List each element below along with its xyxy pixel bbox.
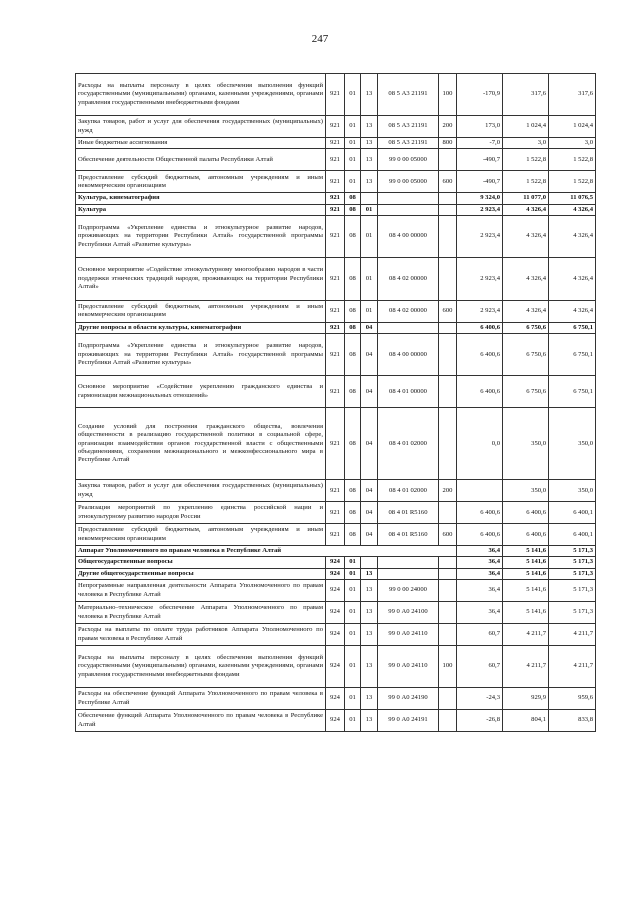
target-article-cell bbox=[378, 568, 439, 579]
section-code-cell: 01 bbox=[345, 624, 361, 646]
expense-type-cell: 100 bbox=[439, 646, 457, 688]
table-row bbox=[76, 557, 596, 568]
subsection-code-cell: 13 bbox=[361, 602, 378, 624]
expense-type-cell: 600 bbox=[439, 171, 457, 193]
amount-year1-cell: 6 750,6 bbox=[503, 376, 549, 408]
amount-year1-cell: 317,6 bbox=[503, 74, 549, 116]
amount-year1-cell: 4 211,7 bbox=[503, 646, 549, 688]
expense-type-cell bbox=[439, 376, 457, 408]
amount-change-cell: -170,9 bbox=[457, 74, 503, 116]
table-row bbox=[76, 257, 596, 300]
section-code-cell: 08 bbox=[345, 502, 361, 524]
amount-change-cell: 2 923,4 bbox=[457, 257, 503, 300]
row-name-cell: Расходы на выплаты персоналу в целях обеспечения выполнения функций государственными (муниципальными) органами, казенными учреждениями, органами управления государственными внебюджетными фондами bbox=[76, 74, 326, 116]
admin-code-cell: 921 bbox=[326, 74, 345, 116]
table-row bbox=[76, 204, 596, 215]
amount-year1-cell: 804,1 bbox=[503, 710, 549, 732]
section-code-cell: 01 bbox=[345, 710, 361, 732]
amount-change-cell: -26,8 bbox=[457, 710, 503, 732]
row-name-cell: Создание условий для построения гражданского общества, вовлечения общественности в реализацию государственной политики в социальной сфере, организации взаимодействия органов государственной власти с общественными объединениями, сохранения межнационального и межконфессионального мира в Республике Алтай bbox=[76, 408, 326, 480]
expense-type-cell: 100 bbox=[439, 74, 457, 116]
amount-year1-cell: 4 326,4 bbox=[503, 204, 549, 215]
target-article-cell: 99 0 А0 24190 bbox=[378, 688, 439, 710]
amount-year2-cell: 350,0 bbox=[549, 480, 596, 502]
expense-type-cell: 600 bbox=[439, 300, 457, 322]
admin-code-cell: 924 bbox=[326, 646, 345, 688]
amount-year1-cell: 6 750,6 bbox=[503, 334, 549, 376]
admin-code-cell: 921 bbox=[326, 322, 345, 333]
row-name-cell: Другие общегосударственные вопросы bbox=[76, 568, 326, 579]
section-code-cell: 01 bbox=[345, 171, 361, 193]
expense-type-cell bbox=[439, 215, 457, 257]
table-row bbox=[76, 74, 596, 116]
expense-type-cell: 200 bbox=[439, 480, 457, 502]
amount-year2-cell: 317,6 bbox=[549, 74, 596, 116]
expense-type-cell bbox=[439, 580, 457, 602]
table-row bbox=[76, 580, 596, 602]
subsection-code-cell: 13 bbox=[361, 116, 378, 138]
admin-code-cell: 924 bbox=[326, 688, 345, 710]
section-code-cell: 01 bbox=[345, 116, 361, 138]
amount-year2-cell: 4 326,4 bbox=[549, 300, 596, 322]
target-article-cell bbox=[378, 193, 439, 204]
target-article-cell bbox=[378, 204, 439, 215]
table-row bbox=[76, 334, 596, 376]
section-code-cell: 08 bbox=[345, 376, 361, 408]
table-row bbox=[76, 480, 596, 502]
admin-code-cell: 921 bbox=[326, 116, 345, 138]
amount-year2-cell: 11 076,5 bbox=[549, 193, 596, 204]
expense-type-cell bbox=[439, 322, 457, 333]
expense-type-cell bbox=[439, 149, 457, 171]
expense-type-cell bbox=[439, 568, 457, 579]
amount-change-cell: 36,4 bbox=[457, 580, 503, 602]
row-name-cell: Закупка товаров, работ и услуг для обеспечения государственных (муниципальных) нужд bbox=[76, 116, 326, 138]
target-article-cell: 08 4 01 R5160 bbox=[378, 502, 439, 524]
table-row bbox=[76, 568, 596, 579]
amount-year2-cell: 5 171,3 bbox=[549, 568, 596, 579]
section-code-cell: 08 bbox=[345, 300, 361, 322]
table-row bbox=[76, 171, 596, 193]
section-code-cell: 01 bbox=[345, 138, 361, 149]
admin-code-cell: 921 bbox=[326, 149, 345, 171]
amount-change-cell: 9 324,0 bbox=[457, 193, 503, 204]
section-code-cell: 01 bbox=[345, 74, 361, 116]
amount-year2-cell: 6 750,1 bbox=[549, 376, 596, 408]
table-row bbox=[76, 408, 596, 480]
table-row bbox=[76, 215, 596, 257]
expense-type-cell bbox=[439, 710, 457, 732]
row-name-cell: Основное мероприятие «Содействие этнокультурному многообразию народов в части поддержки этнических традиций народов, проживающих на территории Республики Алтай» bbox=[76, 257, 326, 300]
row-name-cell: Обеспечение деятельности Общественной палаты Республики Алтай bbox=[76, 149, 326, 171]
amount-year2-cell: 4 326,4 bbox=[549, 215, 596, 257]
section-code-cell: 01 bbox=[345, 646, 361, 688]
admin-code-cell: 921 bbox=[326, 334, 345, 376]
section-code-cell: 01 bbox=[345, 557, 361, 568]
amount-year2-cell: 6 400,1 bbox=[549, 502, 596, 524]
row-name-cell: Непрограммные направленная деятельности Аппарата Уполномоченного по правам человека в Республике Алтай bbox=[76, 580, 326, 602]
row-name-cell: Расходы на выплаты по оплате труда работников Аппарата Уполномоченного по правам человека в Республике Алтай bbox=[76, 624, 326, 646]
row-name-cell: Предоставление субсидий бюджетным, автономным учреждениям и иным некоммерческим организациям bbox=[76, 524, 326, 546]
table-row bbox=[76, 646, 596, 688]
row-name-cell: Иные бюджетные ассигнования bbox=[76, 138, 326, 149]
amount-year1-cell: 3,0 bbox=[503, 138, 549, 149]
target-article-cell: 08 4 02 00000 bbox=[378, 257, 439, 300]
target-article-cell: 08 4 01 00000 bbox=[378, 376, 439, 408]
expense-type-cell bbox=[439, 334, 457, 376]
table-row bbox=[76, 546, 596, 557]
amount-year2-cell: 5 171,3 bbox=[549, 546, 596, 557]
amount-year2-cell: 5 171,3 bbox=[549, 580, 596, 602]
amount-change-cell: -490,7 bbox=[457, 171, 503, 193]
amount-change-cell: 0,0 bbox=[457, 408, 503, 480]
amount-change-cell: 6 400,6 bbox=[457, 334, 503, 376]
admin-code-cell: 924 bbox=[326, 602, 345, 624]
amount-year2-cell: 3,0 bbox=[549, 138, 596, 149]
amount-change-cell: 2 923,4 bbox=[457, 300, 503, 322]
amount-year2-cell: 6 400,1 bbox=[549, 524, 596, 546]
table-row bbox=[76, 149, 596, 171]
expense-type-cell bbox=[439, 688, 457, 710]
amount-year2-cell: 1 522,8 bbox=[549, 171, 596, 193]
amount-year2-cell: 4 326,4 bbox=[549, 257, 596, 300]
amount-year1-cell: 5 141,6 bbox=[503, 568, 549, 579]
target-article-cell: 99 0 А0 24110 bbox=[378, 646, 439, 688]
row-name-cell: Общегосударственные вопросы bbox=[76, 557, 326, 568]
row-name-cell: Подпрограмма «Укрепление единства и этнокультурное развитие народов, проживающих на территории Республики Алтай» государственной программы Республики Алтай «Развитие культуры» bbox=[76, 334, 326, 376]
amount-year2-cell: 6 750,1 bbox=[549, 322, 596, 333]
amount-year2-cell: 5 171,3 bbox=[549, 557, 596, 568]
section-code-cell: 08 bbox=[345, 204, 361, 215]
admin-code-cell: 921 bbox=[326, 204, 345, 215]
amount-year1-cell: 5 141,6 bbox=[503, 546, 549, 557]
expense-type-cell: 800 bbox=[439, 138, 457, 149]
subsection-code-cell bbox=[361, 557, 378, 568]
subsection-code-cell: 01 bbox=[361, 300, 378, 322]
table-row bbox=[76, 376, 596, 408]
subsection-code-cell: 13 bbox=[361, 624, 378, 646]
amount-change-cell: -490,7 bbox=[457, 149, 503, 171]
amount-year2-cell: 833,8 bbox=[549, 710, 596, 732]
target-article-cell: 99 0 А0 24110 bbox=[378, 624, 439, 646]
admin-code-cell: 921 bbox=[326, 376, 345, 408]
amount-change-cell: 36,4 bbox=[457, 546, 503, 557]
table-row bbox=[76, 193, 596, 204]
row-name-cell: Предоставление субсидий бюджетным, автономным учреждениям и иным некоммерческим организациям bbox=[76, 300, 326, 322]
amount-year1-cell: 4 211,7 bbox=[503, 624, 549, 646]
expense-type-cell bbox=[439, 502, 457, 524]
section-code-cell: 08 bbox=[345, 193, 361, 204]
section-code-cell: 01 bbox=[345, 568, 361, 579]
amount-change-cell: 60,7 bbox=[457, 624, 503, 646]
section-code-cell: 08 bbox=[345, 480, 361, 502]
amount-year2-cell: 6 750,1 bbox=[549, 334, 596, 376]
amount-year2-cell: 1 024,4 bbox=[549, 116, 596, 138]
table-row bbox=[76, 710, 596, 732]
target-article-cell: 99 0 00 05000 bbox=[378, 171, 439, 193]
subsection-code-cell: 13 bbox=[361, 710, 378, 732]
amount-change-cell: 36,4 bbox=[457, 557, 503, 568]
target-article-cell: 08 5 А3 21191 bbox=[378, 116, 439, 138]
table-row bbox=[76, 624, 596, 646]
target-article-cell: 08 4 01 02000 bbox=[378, 480, 439, 502]
target-article-cell: 08 4 00 00000 bbox=[378, 334, 439, 376]
amount-year1-cell: 1 024,4 bbox=[503, 116, 549, 138]
admin-code-cell: 924 bbox=[326, 580, 345, 602]
admin-code-cell: 921 bbox=[326, 193, 345, 204]
page-number: 247 bbox=[311, 33, 329, 45]
amount-year2-cell: 959,6 bbox=[549, 688, 596, 710]
amount-year2-cell: 4 211,7 bbox=[549, 646, 596, 688]
section-code-cell: 01 bbox=[345, 688, 361, 710]
subsection-code-cell: 13 bbox=[361, 138, 378, 149]
section-code-cell: 08 bbox=[345, 215, 361, 257]
subsection-code-cell: 04 bbox=[361, 480, 378, 502]
row-name-cell: Расходы на выплаты персоналу в целях обеспечения выполнения функций государственными (муниципальными) органами, казенными учреждениями, органами управления государственными внебюджетными фондами bbox=[76, 646, 326, 688]
amount-year1-cell: 6 750,6 bbox=[503, 322, 549, 333]
section-code-cell: 08 bbox=[345, 408, 361, 480]
amount-year1-cell: 5 141,6 bbox=[503, 557, 549, 568]
amount-year2-cell: 4 326,4 bbox=[549, 204, 596, 215]
admin-code-cell: 921 bbox=[326, 502, 345, 524]
table-row bbox=[76, 602, 596, 624]
row-name-cell: Расходы на обеспечение функций Аппарата Уполномоченного по правам человека в Республике Алтай bbox=[76, 688, 326, 710]
table-row bbox=[76, 502, 596, 524]
row-name-cell: Культура bbox=[76, 204, 326, 215]
subsection-code-cell: 01 bbox=[361, 204, 378, 215]
amount-year1-cell: 11 077,0 bbox=[503, 193, 549, 204]
section-code-cell: 08 bbox=[345, 257, 361, 300]
admin-code-cell: 921 bbox=[326, 480, 345, 502]
table-row bbox=[76, 300, 596, 322]
amount-year2-cell: 4 211,7 bbox=[549, 624, 596, 646]
row-name-cell: Материально–техническое обеспечение Аппарата Уполномоченного по правам человека в Республике Алтай bbox=[76, 602, 326, 624]
row-name-cell: Предоставление субсидий бюджетным, автономным учреждениям и иным некоммерческим организациям bbox=[76, 171, 326, 193]
target-article-cell: 08 4 00 00000 bbox=[378, 215, 439, 257]
admin-code-cell: 921 bbox=[326, 524, 345, 546]
row-name-cell: Культура, кинематография bbox=[76, 193, 326, 204]
table-row bbox=[76, 688, 596, 710]
amount-year1-cell: 6 400,6 bbox=[503, 502, 549, 524]
subsection-code-cell: 13 bbox=[361, 74, 378, 116]
expense-type-cell bbox=[439, 204, 457, 215]
row-name-cell: Обеспечение функций Аппарата Уполномоченного по правам человека в Республике Алтай bbox=[76, 710, 326, 732]
section-code-cell: 01 bbox=[345, 580, 361, 602]
admin-code-cell: 921 bbox=[326, 215, 345, 257]
subsection-code-cell: 13 bbox=[361, 580, 378, 602]
subsection-code-cell: 04 bbox=[361, 408, 378, 480]
amount-year1-cell: 350,0 bbox=[503, 408, 549, 480]
row-name-cell: Подпрограмма «Укрепление единства и этнокультурное развитие народов, проживающих на территории Республики Алтай» государственной программы Республики Алтай «Развитие культуры» bbox=[76, 215, 326, 257]
table-row bbox=[76, 138, 596, 149]
subsection-code-cell: 13 bbox=[361, 646, 378, 688]
row-name-cell: Основное мероприятие «Содействие укреплению гражданского единства и гармонизации межнациональных отношений» bbox=[76, 376, 326, 408]
amount-change-cell: 6 400,6 bbox=[457, 524, 503, 546]
expense-type-cell bbox=[439, 557, 457, 568]
amount-change-cell: 36,4 bbox=[457, 568, 503, 579]
row-name-cell: Аппарат Уполномоченного по правам человека в Республике Алтай bbox=[76, 546, 457, 557]
admin-code-cell: 921 bbox=[326, 257, 345, 300]
amount-change-cell: 36,4 bbox=[457, 602, 503, 624]
amount-change-cell bbox=[457, 480, 503, 502]
target-article-cell bbox=[378, 557, 439, 568]
subsection-code-cell: 04 bbox=[361, 322, 378, 333]
row-name-cell: Закупка товаров, работ и услуг для обеспечения государственных (муниципальных) нужд bbox=[76, 480, 326, 502]
subsection-code-cell bbox=[361, 193, 378, 204]
table-row bbox=[76, 322, 596, 333]
subsection-code-cell: 13 bbox=[361, 568, 378, 579]
amount-year1-cell: 4 326,4 bbox=[503, 300, 549, 322]
subsection-code-cell: 04 bbox=[361, 524, 378, 546]
expense-type-cell bbox=[439, 602, 457, 624]
amount-change-cell: 2 923,4 bbox=[457, 204, 503, 215]
amount-change-cell: -7,0 bbox=[457, 138, 503, 149]
amount-year1-cell: 5 141,6 bbox=[503, 602, 549, 624]
table-row bbox=[76, 524, 596, 546]
budget-table bbox=[75, 73, 596, 732]
target-article-cell: 99 0 А0 24100 bbox=[378, 602, 439, 624]
admin-code-cell: 924 bbox=[326, 624, 345, 646]
subsection-code-cell: 04 bbox=[361, 334, 378, 376]
amount-year1-cell: 6 400,6 bbox=[503, 524, 549, 546]
amount-change-cell: 2 923,4 bbox=[457, 215, 503, 257]
target-article-cell: 08 5 А3 21191 bbox=[378, 74, 439, 116]
amount-year1-cell: 4 326,4 bbox=[503, 215, 549, 257]
section-code-cell: 08 bbox=[345, 524, 361, 546]
expense-type-cell bbox=[439, 624, 457, 646]
admin-code-cell: 921 bbox=[326, 171, 345, 193]
section-code-cell: 08 bbox=[345, 322, 361, 333]
target-article-cell: 08 4 01 02000 bbox=[378, 408, 439, 480]
amount-change-cell: -24,3 bbox=[457, 688, 503, 710]
target-article-cell: 99 0 00 05000 bbox=[378, 149, 439, 171]
amount-change-cell: 6 400,6 bbox=[457, 502, 503, 524]
row-name-cell: Реализация мероприятий по укреплению единства российской нации и этнокультурному развитию народов России bbox=[76, 502, 326, 524]
expense-type-cell: 200 bbox=[439, 116, 457, 138]
target-article-cell: 08 4 01 R5160 bbox=[378, 524, 439, 546]
amount-change-cell: 6 400,6 bbox=[457, 376, 503, 408]
admin-code-cell: 924 bbox=[326, 710, 345, 732]
subsection-code-cell: 13 bbox=[361, 688, 378, 710]
expense-type-cell: 600 bbox=[439, 524, 457, 546]
amount-year1-cell: 5 141,6 bbox=[503, 580, 549, 602]
admin-code-cell: 924 bbox=[326, 568, 345, 579]
amount-year2-cell: 5 171,3 bbox=[549, 602, 596, 624]
expense-type-cell bbox=[439, 257, 457, 300]
subsection-code-cell: 13 bbox=[361, 171, 378, 193]
subsection-code-cell: 01 bbox=[361, 257, 378, 300]
amount-year1-cell: 1 522,8 bbox=[503, 149, 549, 171]
amount-change-cell: 173,0 bbox=[457, 116, 503, 138]
row-name-cell: Другие вопросы в области культуры, кинематографии bbox=[76, 322, 326, 333]
subsection-code-cell: 04 bbox=[361, 502, 378, 524]
amount-change-cell: 60,7 bbox=[457, 646, 503, 688]
target-article-cell: 08 5 А3 21191 bbox=[378, 138, 439, 149]
expense-type-cell bbox=[439, 408, 457, 480]
admin-code-cell: 921 bbox=[326, 408, 345, 480]
admin-code-cell: 924 bbox=[326, 557, 345, 568]
target-article-cell: 99 0 00 24000 bbox=[378, 580, 439, 602]
amount-year1-cell: 929,9 bbox=[503, 688, 549, 710]
amount-year1-cell: 4 326,4 bbox=[503, 257, 549, 300]
section-code-cell: 01 bbox=[345, 149, 361, 171]
subsection-code-cell: 04 bbox=[361, 376, 378, 408]
amount-change-cell: 6 400,6 bbox=[457, 322, 503, 333]
admin-code-cell: 921 bbox=[326, 138, 345, 149]
admin-code-cell: 921 bbox=[326, 300, 345, 322]
table-row bbox=[76, 116, 596, 138]
amount-year1-cell: 1 522,8 bbox=[503, 171, 549, 193]
section-code-cell: 08 bbox=[345, 334, 361, 376]
amount-year2-cell: 350,0 bbox=[549, 408, 596, 480]
target-article-cell bbox=[378, 322, 439, 333]
section-code-cell: 01 bbox=[345, 602, 361, 624]
budget-table-body bbox=[76, 74, 596, 732]
target-article-cell: 99 0 А0 24191 bbox=[378, 710, 439, 732]
expense-type-cell bbox=[439, 193, 457, 204]
amount-year2-cell: 1 522,8 bbox=[549, 149, 596, 171]
subsection-code-cell: 01 bbox=[361, 215, 378, 257]
target-article-cell: 08 4 02 00000 bbox=[378, 300, 439, 322]
amount-year1-cell: 350,0 bbox=[503, 480, 549, 502]
subsection-code-cell: 13 bbox=[361, 149, 378, 171]
